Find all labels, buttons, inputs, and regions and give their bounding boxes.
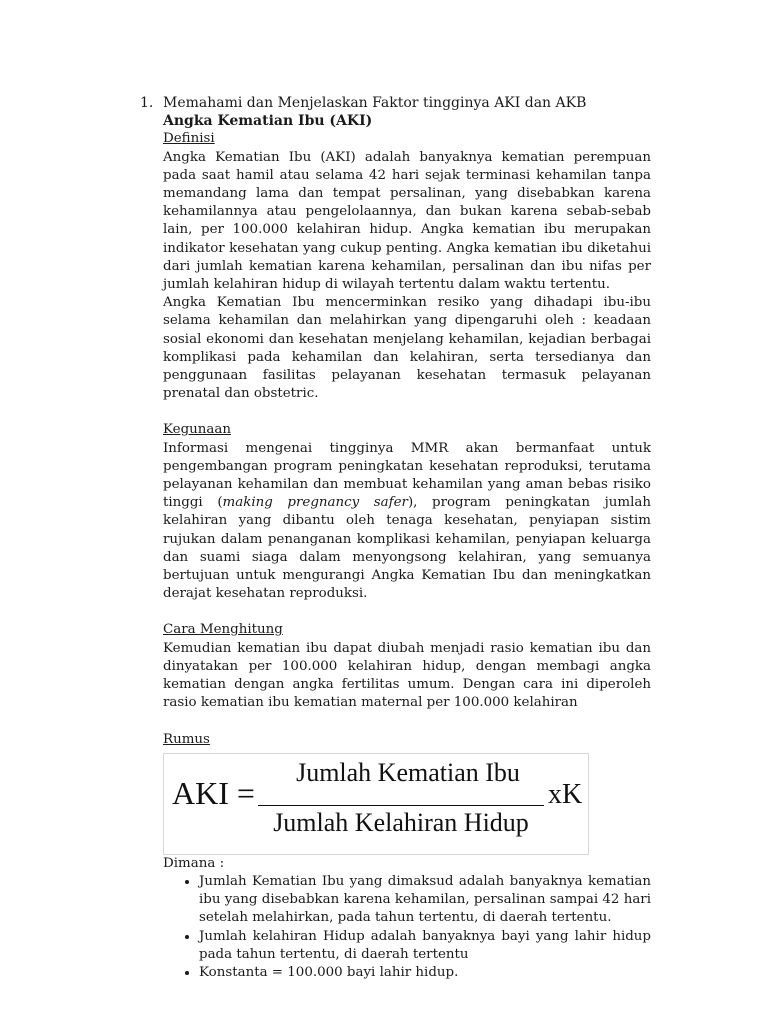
list-item: • Jumlah Kematian Ibu yang dimaksud adalah banyaknya kematian ibu yang disebabkan karena kehamilan, persalinan sampai 42 hari setelah melahirkan, pada tahun tertentu, di daerah tertentu.	[199, 873, 651, 928]
rumus-heading: Rumus	[163, 731, 210, 747]
formula-factor: xK	[548, 778, 583, 810]
section-subtitle: Angka Kematian Ibu (AKI)	[163, 113, 373, 130]
aki-formula-image	[163, 753, 589, 855]
dimana-label: Dimana :	[163, 855, 225, 871]
section-number: 1.	[140, 95, 154, 111]
formula-denominator: Jumlah Kelahiran Hidup	[273, 807, 529, 837]
formula-lhs: AKI =	[172, 774, 255, 811]
dimana-list	[163, 873, 651, 982]
kegunaan-italic-term: making pregnancy safer	[222, 495, 408, 511]
formula-numerator: Jumlah Kematian Ibu	[296, 757, 520, 787]
document-body	[163, 94, 651, 982]
kegunaan-text-after: ), program peningkatan jumlah kelahiran yang dibantu oleh tenaga kesehatan, penyiapan sistim rujukan dalam penanganan komplikasi kehamilan, penyiapan keluarga dan suami siaga dalam menyongsong kelahiran, yang semuanya bertujuan untuk mengurangi Angka Kematian Ibu dan meningkatkan derajat kesehatan reproduksi.	[163, 495, 651, 602]
cara-heading: Cara Menghitung	[163, 622, 283, 638]
definisi-paragraph-1: Angka Kematian Ibu (AKI) adalah banyaknya kematian perempuan pada saat hamil atau selama 42 hari sejak terminasi kehamilan tanpa memandang lama dan tempat persalinan, yang disebabkan karena kehamilannya atau pengelolaannya, dan bukan karena sebab-sebab lain, per 100.000 kelahiran hidup. Angka kematian ibu merupakan indikator kesehatan yang cukup penting. Angka kematian ibu diketahui dari jumlah kematian karena kehamilan, persalinan dan ibu nifas per jumlah kelahiran hidup di wilayah tertentu dalam waktu tertentu.	[163, 149, 651, 293]
formula-fraction-bar	[258, 805, 544, 807]
definisi-paragraph-2: Angka Kematian Ibu mencerminkan resiko yang dihadapi ibu-ibu selama kehamilan dan melahirkan yang dipengaruhi oleh : keadaan sosial ekonomi dan kesehatan menjelang kehamilan, kejadian berbagai komplikasi pada kehamilan dan kelahiran, serta tersedianya dan penggunaan fasilitas pelayanan kesehatan termasuk pelayanan prenatal dan obstetric.	[163, 295, 651, 402]
kegunaan-text-before: Informasi mengenai tingginya MMR akan bermanfaat untuk pengembangan program peningkatan kesehatan reproduksi, terutama pelayanan kehamilan dan membuat kehamilan yang aman bebas risiko tinggi (	[163, 440, 651, 511]
cara-paragraph: Kemudian kematian ibu dapat diubah menjadi rasio kematian ibu dan dinyatakan per 100.000 kelahiran hidup, dengan membagi angka kematian dengan angka fertilitas umum. Dengan cara ini diperoleh rasio kematian ibu kematian maternal per 100.000 kelahiran	[163, 640, 651, 711]
kegunaan-paragraph	[163, 440, 651, 604]
section-title: Memahami dan Menjelaskan Faktor tingginya AKI dan AKB	[163, 95, 587, 111]
kegunaan-heading: Kegunaan	[163, 422, 231, 438]
list-item: • Jumlah kelahiran Hidup adalah banyaknya bayi yang lahir hidup pada tahun tertentu, di daerah tertentu	[199, 928, 651, 964]
definisi-heading: Definisi	[163, 131, 215, 147]
list-item: • Konstanta = 100.000 bayi lahir hidup.	[199, 964, 651, 982]
